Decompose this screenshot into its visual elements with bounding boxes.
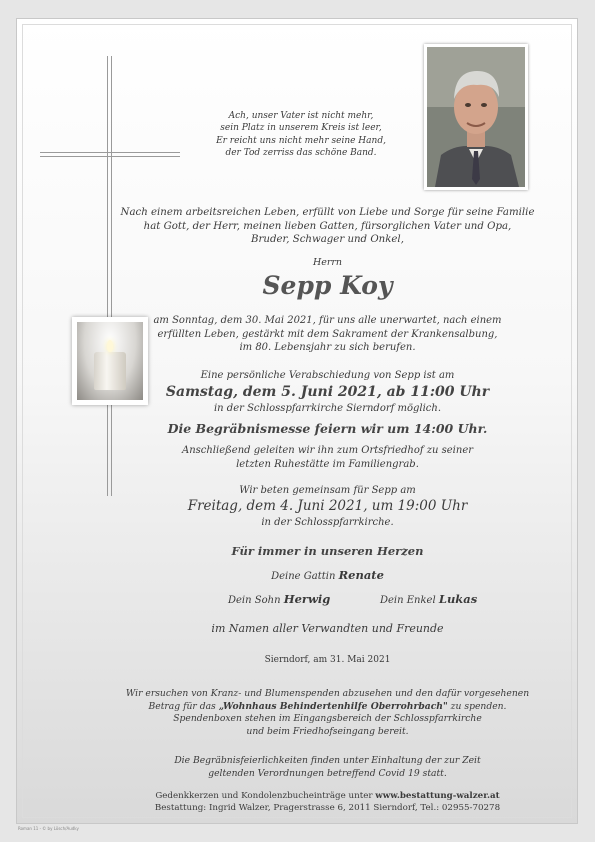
credit-text: Roman 11 - © by Lösch/Audky: [18, 826, 79, 831]
donation-note: [60, 688, 595, 738]
cross-icon-horizontal: [40, 152, 180, 158]
kin-wife: [60, 568, 595, 582]
prayer-date: Freitag, dem 4. Juni 2021, um 19:00 Uhr: [187, 498, 468, 514]
poem-line: Ach, unser Vater ist nicht mehr,: [228, 111, 374, 121]
kin-grandson-name: Lukas: [438, 592, 478, 606]
footer-line: Gedenkkerzen und Kondolenzbucheinträge unter www.bestattung-walzer.at: [155, 791, 500, 801]
kin-wife-name: Renate: [338, 568, 384, 582]
covid-line: geltenden Verordnungen betreffend Covid 19 statt.: [208, 767, 447, 779]
footer: [60, 790, 595, 814]
intro-line: Bruder, Schwager und Onkel,: [251, 234, 404, 246]
death-line: im 80. Lebensjahr zu sich berufen.: [239, 342, 416, 354]
kin-son-label: Dein Sohn: [228, 595, 281, 606]
donation-line: Spendenboxen stehen im Eingangsbereich der Schlosspfarrkirche: [173, 713, 482, 724]
covid-line: Die Begräbnisfeierlichkeiten finden unter Einhaltung der zur Zeit: [174, 755, 481, 766]
prayer-place: in der Schlosspfarrkirche.: [261, 517, 394, 528]
deceased-name: Sepp Koy: [262, 271, 393, 300]
kin-grandson: [380, 592, 477, 606]
kin-son-name: Herwig: [283, 592, 331, 606]
farewell-intro: Eine persönliche Verabschiedung von Sepp ist am: [200, 370, 455, 381]
death-line: erfüllten Leben, gestärkt mit dem Sakrament der Krankensalbung,: [157, 328, 498, 340]
honorific: Herrn: [312, 257, 343, 268]
kin-son: [228, 592, 330, 606]
donation-line: und beim Friedhofseingang bereit.: [246, 725, 409, 737]
relatives-line: im Namen aller Verwandten und Freunde: [211, 622, 444, 635]
donation-line: Wir ersuchen von Kranz- und Blumenspenden abzusehen und den dafür vorgesehenen: [125, 688, 530, 699]
covid-note: [60, 755, 595, 780]
website-link[interactable]: www.bestattung-walzer.at: [375, 791, 500, 801]
footer-line: Bestattung: Ingrid Walzer, Pragerstrasse 6, 2011 Sierndorf, Tel.: 02955-70278: [154, 803, 501, 813]
poem-line: sein Platz in unserem Kreis ist leer,: [220, 123, 382, 134]
burial-line: letzten Ruhestätte im Familiengrab.: [236, 458, 419, 470]
mass-time: Die Begräbnismesse feiern wir um 14:00 Uhr.: [167, 421, 488, 436]
farewell-date: Samstag, dem 5. Juni 2021, ab 11:00 Uhr: [165, 384, 490, 400]
donation-line: Betrag für das „Wohnhaus Behindertenhilfe Oberrohrbach" zu spenden.: [148, 700, 507, 712]
intro-line: hat Gott, der Herr, meinen lieben Gatten, fürsorglichen Vater und Opa,: [143, 220, 512, 232]
portrait-icon: [427, 47, 525, 187]
place-date: Sierndorf, am 31. Mai 2021: [264, 655, 391, 665]
poem-line: der Tod zerriss das schöne Band.: [225, 148, 377, 159]
burial-line: Anschließend geleiten wir ihn zum Ortsfriedhof zu seiner: [181, 445, 474, 456]
intro-line: Nach einem arbeitsreichen Leben, erfüllt von Liebe und Sorge für seine Familie: [120, 207, 535, 218]
death-line: am Sonntag, dem 30. Mai 2021, für uns alle unerwartet, nach einem: [153, 315, 502, 326]
kin-wife-label: Deine Gattin: [271, 571, 336, 582]
poem-line: Er reicht uns nicht mehr seine Hand,: [216, 135, 386, 146]
farewell-place: in der Schlosspfarrkirche Sierndorf möglich.: [213, 403, 442, 414]
motto: Für immer in unseren Herzen: [231, 544, 424, 558]
portrait-photo: [424, 44, 528, 190]
kin-grandson-label: Dein Enkel: [380, 595, 436, 606]
prayer-intro: Wir beten gemeinsam für Sepp am: [239, 485, 416, 496]
